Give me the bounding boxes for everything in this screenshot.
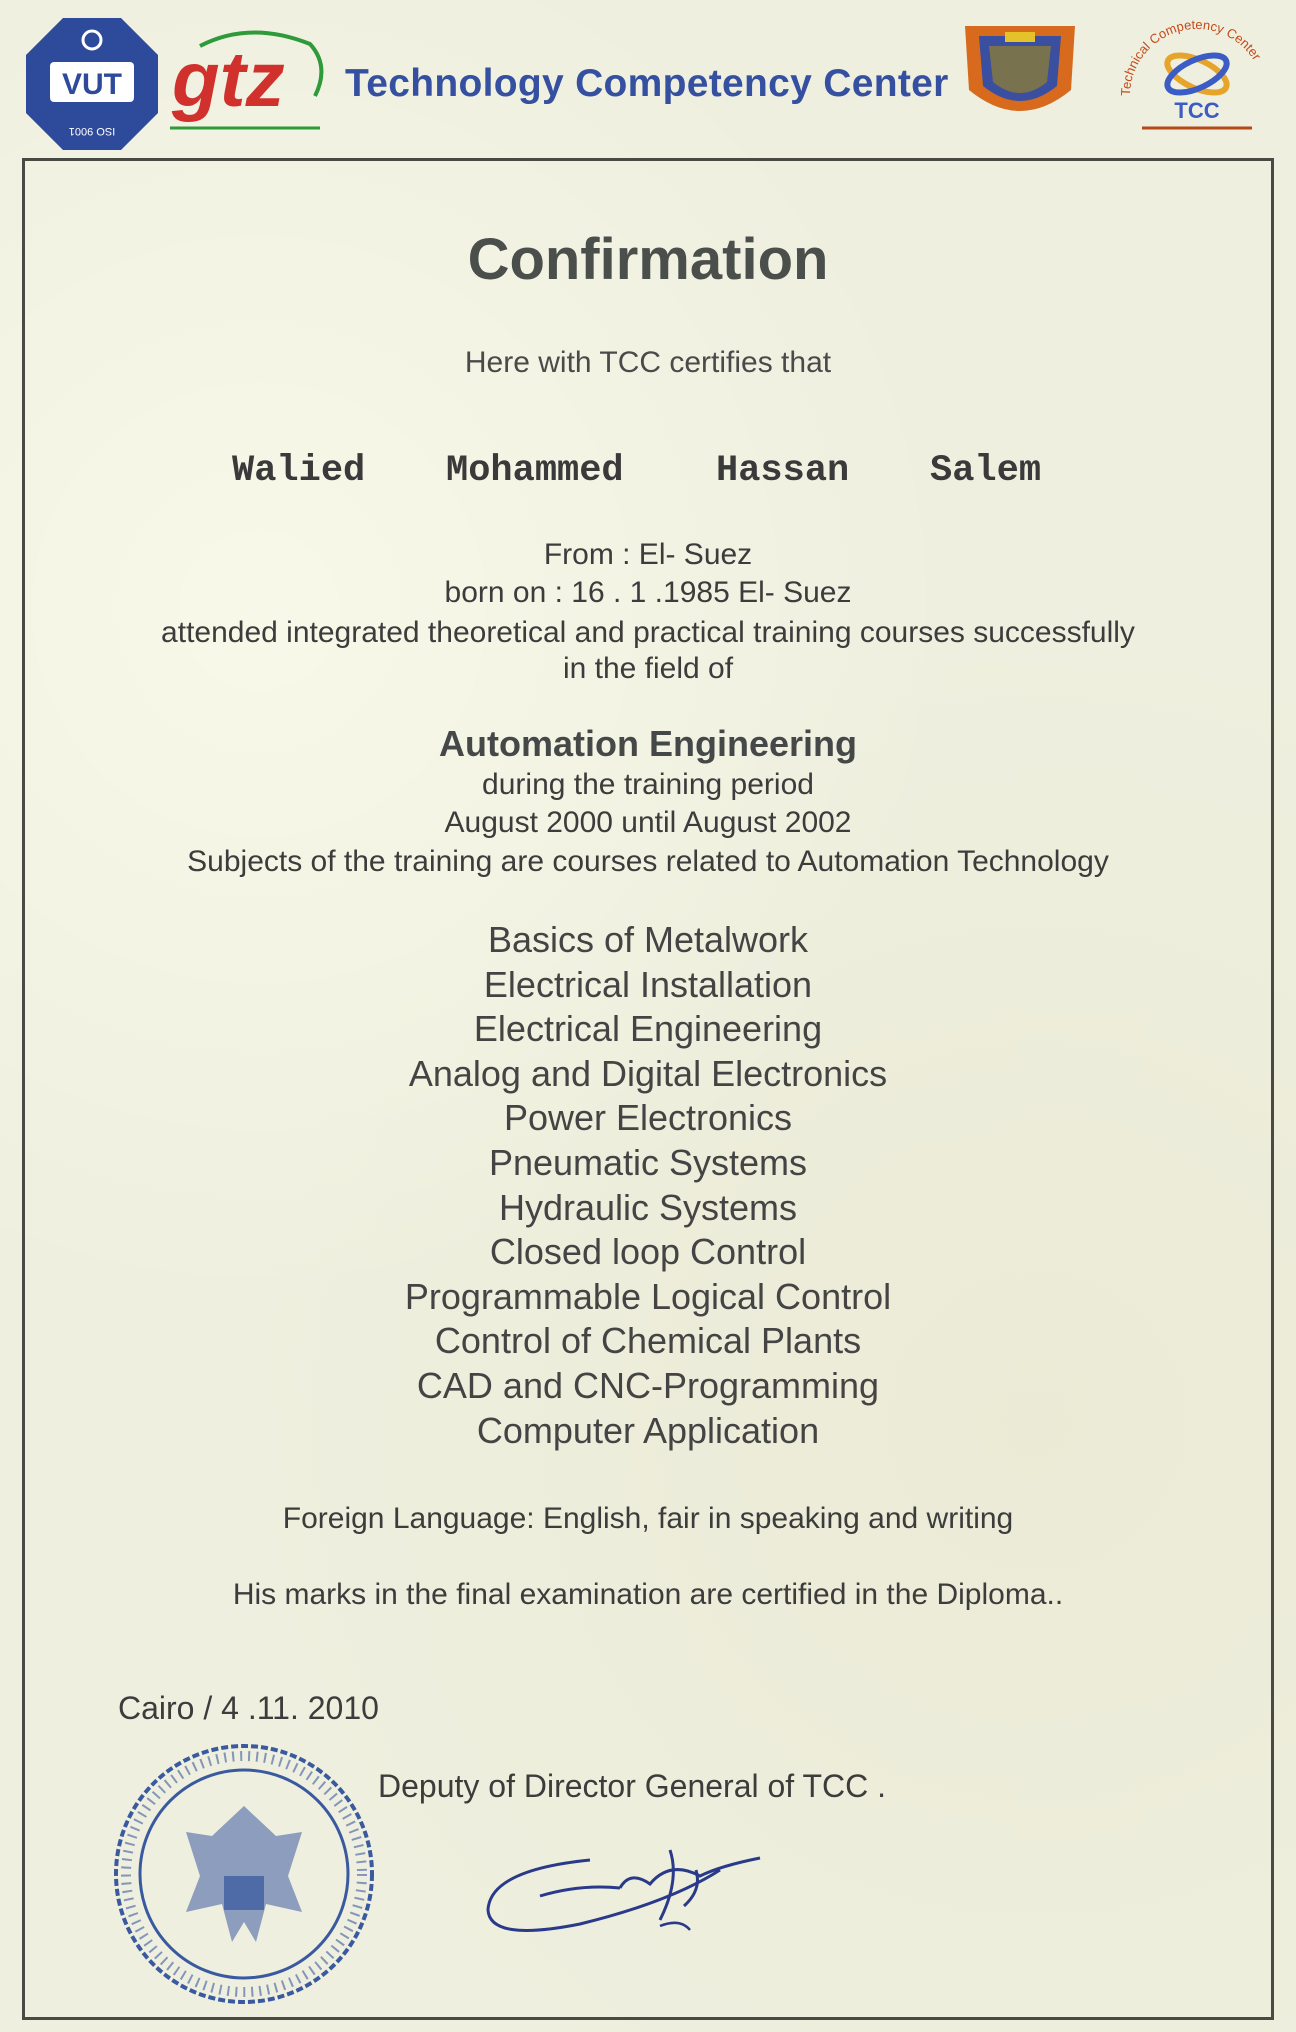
course-item: Electrical Engineering: [473, 1008, 823, 1050]
certifies-line: Here with TCC certifies that: [464, 346, 832, 379]
certificate-title: Confirmation: [467, 227, 829, 292]
name-third: Hassan: [716, 450, 850, 492]
course-item: Hydraulic Systems: [498, 1186, 798, 1228]
place-date: Cairo / 4 .11. 2010: [118, 1690, 379, 1726]
vut-logo: [22, 14, 162, 154]
emblem-shield-icon: [955, 12, 1085, 132]
name-first: Walied: [232, 450, 366, 492]
course-item: Electrical Installation: [483, 963, 813, 1005]
tcc-logo-ring-text: Technical Competency Center: [1117, 16, 1265, 97]
field-name: Automation Engineering: [439, 723, 857, 764]
marks-line: His marks in the final examination are certified in the Diploma..: [232, 1578, 1064, 1611]
vut-logo-subtext: ISO 9001: [68, 125, 116, 137]
course-item: Basics of Metalwork: [487, 919, 809, 960]
course-item: Programmable Logical Control: [404, 1275, 892, 1317]
field-intro-line: in the field of: [562, 652, 734, 685]
born-line: born on : 16 . 1 .1985 El- Suez: [444, 576, 852, 609]
period-intro-line: during the training period: [482, 768, 814, 801]
gtz-logo-text: gtz: [172, 35, 285, 123]
tcc-logo: [1112, 14, 1282, 134]
course-item: Power Electronics: [503, 1097, 793, 1139]
signatory-title: Deputy of Director General of TCC .: [378, 1768, 887, 1804]
name-fourth: Salem: [930, 450, 1042, 492]
subjects-line: Subjects of the training are courses related to Automation Technology: [187, 845, 1109, 878]
official-seal-icon: [106, 1736, 382, 2012]
name-second: Mohammed: [446, 450, 624, 492]
training-period: August 2000 until August 2002: [444, 806, 852, 839]
course-item: CAD and CNC-Programming: [416, 1364, 880, 1406]
signature-icon: [470, 1830, 800, 1950]
course-list: [22, 918, 1274, 1453]
course-item: Computer Application: [476, 1409, 820, 1451]
attended-line: attended integrated theoretical and practical training courses successfully: [161, 616, 1135, 649]
course-item: Closed loop Control: [489, 1231, 807, 1273]
vut-logo-text: VUT: [62, 68, 122, 101]
course-item: Control of Chemical Plants: [434, 1320, 862, 1362]
from-line: From : El- Suez: [543, 538, 753, 571]
center-name-heading: Technology Competency Center: [345, 62, 949, 105]
course-item: Analog and Digital Electronics: [408, 1052, 888, 1094]
course-item: Pneumatic Systems: [488, 1141, 808, 1183]
gtz-logo: [170, 26, 330, 136]
language-line: Foreign Language: English, fair in speaking and writing: [282, 1502, 1014, 1535]
tcc-logo-text: TCC: [1174, 98, 1220, 123]
